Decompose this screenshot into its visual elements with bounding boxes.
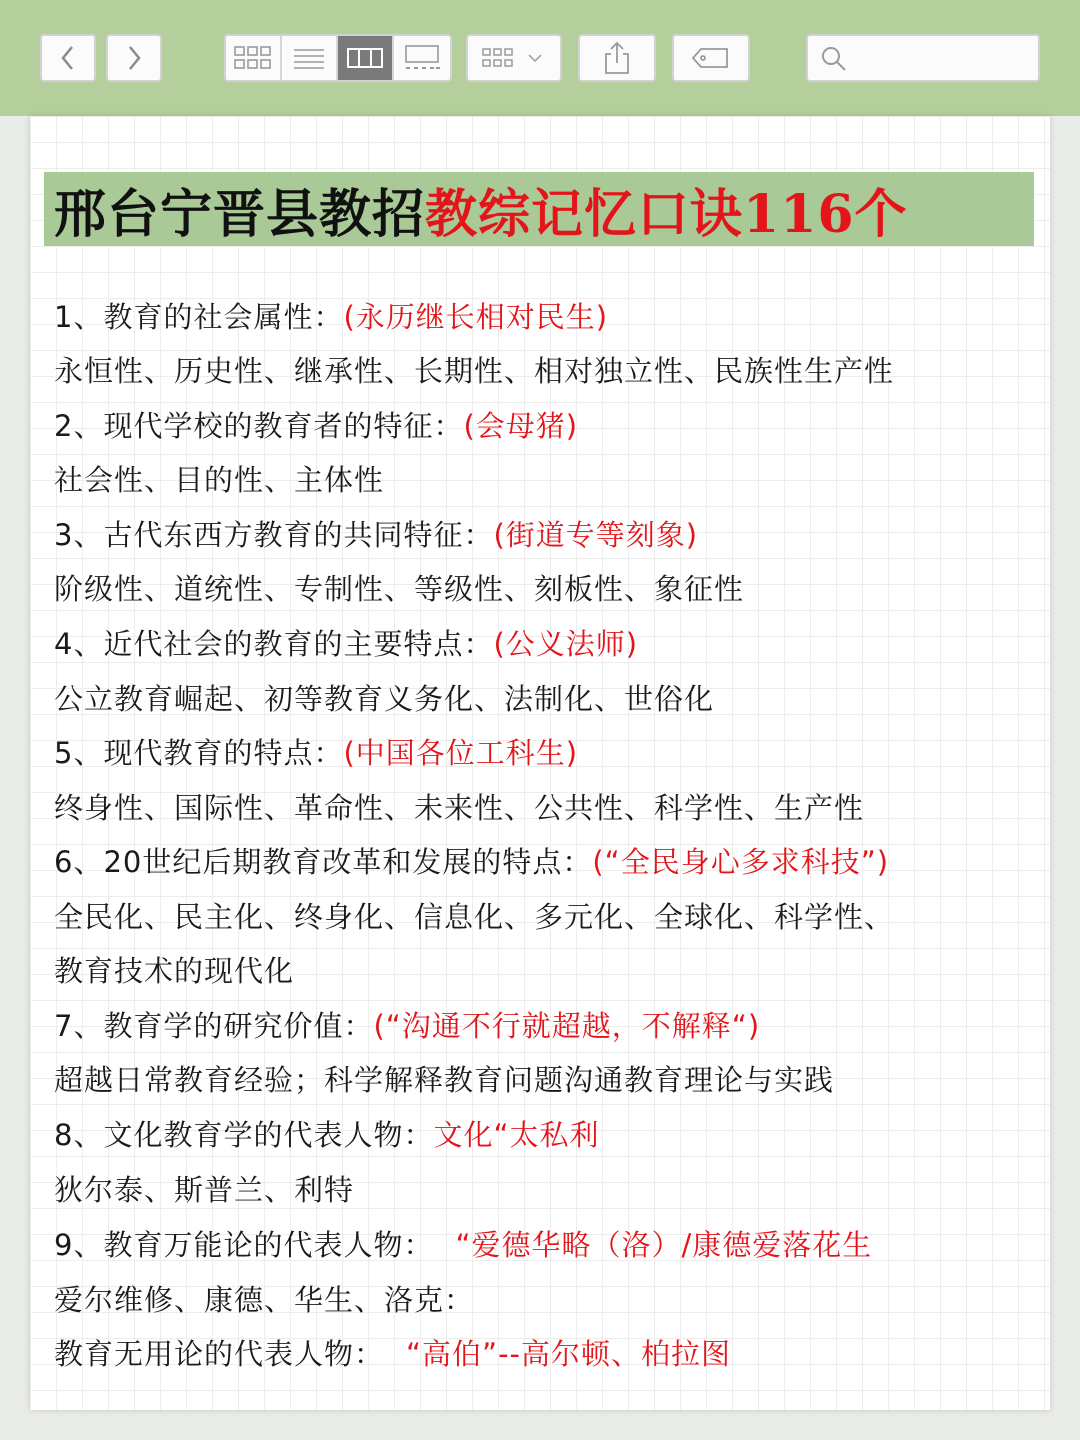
- view-switcher: [224, 34, 452, 82]
- answer-line-3: 阶级性、道统性、专制性、等级性、刻板性、象征性: [54, 572, 745, 606]
- chevron-left-icon: [58, 44, 78, 72]
- forward-button[interactable]: [106, 34, 162, 82]
- back-button[interactable]: [40, 34, 96, 82]
- answer-line-2: 社会性、目的性、主体性: [54, 463, 385, 497]
- question-text: 7、教育学的研究价值：: [54, 1009, 374, 1043]
- answer-line-9: 爱尔维修、康德、华生、洛克：: [54, 1283, 475, 1317]
- question-text: 5、现代教育的特点：: [54, 736, 344, 770]
- question-text: 4、近代社会的教育的主要特点：: [54, 627, 494, 661]
- question-line-1: [54, 297, 608, 337]
- question-line-6: [54, 842, 889, 882]
- share-icon: [602, 41, 632, 75]
- search-input[interactable]: [860, 42, 1034, 76]
- tag-button[interactable]: [672, 34, 750, 82]
- question-line-10: [54, 1334, 731, 1374]
- list-view-icon: [292, 46, 326, 70]
- title-black: 邢台宁晋县教招: [54, 183, 426, 245]
- gallery-view-button[interactable]: [394, 36, 450, 80]
- chevron-right-icon: [124, 44, 144, 72]
- mnemonic-text: “爱德华略（洛）/康德爱落花生: [455, 1228, 873, 1262]
- question-text: 教育无用论的代表人物：: [54, 1337, 385, 1371]
- mnemonic-text: (中国各位工科生): [343, 736, 579, 770]
- question-text: 6、20世纪后期教育改革和发展的特点：: [54, 845, 593, 879]
- question-text: 8、文化教育学的代表人物：: [54, 1118, 434, 1152]
- answer-line-8: 狄尔泰、斯普兰、利特: [54, 1173, 355, 1207]
- grid-view-icon: [233, 45, 273, 71]
- gallery-view-icon: [402, 44, 442, 72]
- question-text: 3、古代东西方教育的共同特征：: [54, 518, 494, 552]
- toolbar: [0, 0, 1080, 116]
- question-line-8: [54, 1115, 599, 1155]
- column-view-icon: [346, 46, 384, 70]
- page-title: [44, 172, 1034, 246]
- answer-line-6: 全民化、民主化、终身化、信息化、多元化、全球化、科学性、: [54, 900, 895, 934]
- list-view-button[interactable]: [282, 36, 338, 80]
- answer-line-6b: 教育技术的现代化: [54, 954, 295, 988]
- mnemonic-text: (街道专等刻象): [493, 518, 699, 552]
- answer-line-7: 超越日常教育经验；科学解释教育问题沟通教育理论与实践: [54, 1063, 835, 1097]
- question-text: 1、教育的社会属性：: [54, 300, 344, 334]
- question-line-9: [54, 1225, 872, 1265]
- question-line-7: [54, 1006, 760, 1046]
- question-line-4: [54, 624, 638, 664]
- mnemonic-text: “高伯”--高尔顿、柏拉图: [406, 1337, 731, 1371]
- answer-line-1: 永恒性、历史性、继承性、长期性、相对独立性、民族性生产性: [54, 354, 895, 388]
- group-by-icon: [479, 46, 549, 70]
- answer-line-5: 终身性、国际性、革命性、未来性、公共性、科学性、生产性: [54, 791, 865, 825]
- answer-line-4: 公立教育崛起、初等教育义务化、法制化、世俗化: [54, 682, 715, 716]
- mnemonic-text: 文化“太私利: [433, 1118, 600, 1152]
- mnemonic-text: (公义法师): [493, 627, 639, 661]
- mnemonic-text: (会母猪): [463, 409, 579, 443]
- mnemonic-text: (“全民身心多求科技”): [592, 845, 890, 879]
- question-line-2: [54, 406, 578, 446]
- title-red: 教综记忆口诀116个: [425, 183, 908, 245]
- question-line-5: [54, 733, 578, 773]
- column-view-button[interactable]: [338, 36, 394, 80]
- mnemonic-text: (“沟通不行就超越，不解释“): [373, 1009, 761, 1043]
- group-by-button[interactable]: [466, 34, 562, 82]
- mnemonic-text: (永历继长相对民生): [343, 300, 609, 334]
- grid-view-button[interactable]: [226, 36, 282, 80]
- question-line-3: [54, 515, 698, 555]
- tag-icon: [691, 46, 731, 70]
- question-text: 9、教育万能论的代表人物：: [54, 1228, 434, 1262]
- share-button[interactable]: [578, 34, 656, 82]
- question-text: 2、现代学校的教育者的特征：: [54, 409, 464, 443]
- search-field[interactable]: [806, 34, 1040, 82]
- search-icon: [820, 45, 848, 73]
